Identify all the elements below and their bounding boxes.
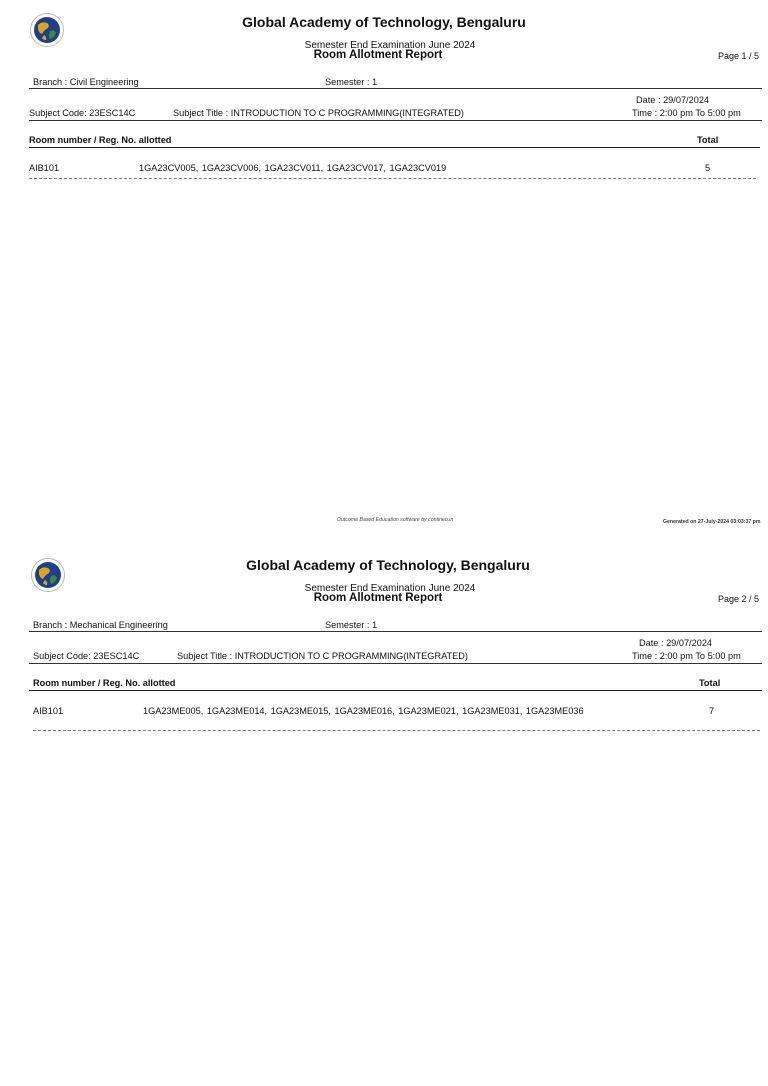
exam-date: Date : 29/07/2024 (639, 638, 713, 648)
row-total: 7 (709, 706, 715, 716)
reg-numbers: 1GA23CV005, 1GA23CV006, 1GA23CV011, 1GA23CV017, 1GA23CV019 (139, 163, 447, 173)
row-separator (29, 178, 756, 179)
room-number: AIB101 (29, 163, 60, 173)
row-separator (33, 730, 760, 731)
divider (29, 663, 762, 664)
exam-name: Semester End Examination June 2024 (304, 583, 476, 594)
header-divider (29, 690, 762, 691)
exam-name: Semester End Examination June 2024 (304, 40, 476, 51)
page-number: Page 2 / 5 (717, 594, 759, 604)
institution-name: Global Academy of Technology, Bengaluru (246, 557, 530, 573)
subject-title: Subject Title : INTRODUCTION TO C PROGRAMMING(INTEGRATED) (177, 651, 468, 661)
report-page-2 (0, 543, 768, 1086)
subject-code: Subject Code: 23ESC14C (33, 651, 140, 661)
divider (29, 88, 762, 89)
subject-title: Subject Title : INTRODUCTION TO C PROGRAMMING(INTEGRATED) (173, 108, 464, 118)
report-title: Room Allotment Report (313, 592, 443, 604)
footer-software-note: Outcome Based Education software by contineo.in (337, 517, 454, 523)
branch-label: Branch : Mechanical Engineering (33, 620, 168, 630)
institution-name: Global Academy of Technology, Bengaluru (242, 14, 526, 30)
column-header-room-regno: Room number / Reg. No. allotted (29, 135, 172, 145)
reg-numbers: 1GA23ME005, 1GA23ME014, 1GA23ME015, 1GA23ME016, 1GA23ME021, 1GA23ME031, 1GA23ME036 (143, 706, 584, 716)
row-total: 5 (705, 163, 711, 173)
exam-time: Time : 2:00 pm To 5:00 pm (632, 108, 741, 118)
footer-generated-on: Generated on 27-July-2024 03:03:37 pm (663, 519, 761, 525)
column-header-room-regno: Room number / Reg. No. allotted (33, 678, 176, 688)
room-number: AIB101 (33, 706, 64, 716)
exam-time: Time : 2:00 pm To 5:00 pm (632, 651, 741, 661)
branch-label: Branch : Civil Engineering (33, 77, 139, 87)
header-divider (29, 147, 760, 148)
column-header-total: Total (697, 135, 719, 145)
report-title: Room Allotment Report (313, 49, 443, 61)
subject-code: Subject Code: 23ESC14C (29, 108, 136, 118)
semester-label: Semester : 1 (325, 620, 378, 630)
exam-date: Date : 29/07/2024 (636, 95, 710, 105)
divider (29, 631, 762, 632)
column-header-total: Total (699, 678, 721, 688)
semester-label: Semester : 1 (325, 77, 378, 87)
page-number: Page 1 / 5 (717, 51, 759, 61)
divider (29, 120, 762, 121)
